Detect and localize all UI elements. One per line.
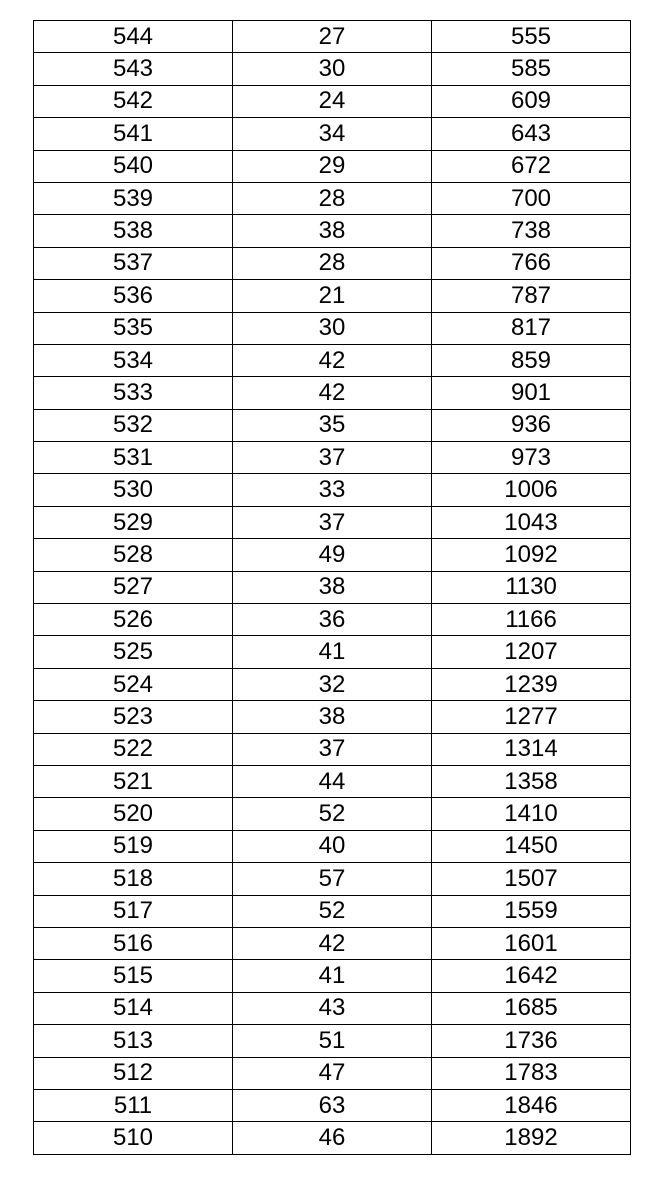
table-cell: 528 — [34, 539, 233, 571]
table-cell: 47 — [233, 1057, 432, 1089]
table-cell: 41 — [233, 960, 432, 992]
table-cell: 513 — [34, 1025, 233, 1057]
table-cell: 49 — [233, 539, 432, 571]
table-row — [34, 798, 631, 830]
table-row — [34, 701, 631, 733]
table-cell: 787 — [432, 280, 631, 312]
table-row — [34, 539, 631, 571]
table-cell: 38 — [233, 701, 432, 733]
table-cell: 555 — [432, 21, 631, 53]
table-cell: 33 — [233, 474, 432, 506]
table-cell: 538 — [34, 215, 233, 247]
table-cell: 973 — [432, 442, 631, 474]
table-cell: 532 — [34, 409, 233, 441]
table-cell: 531 — [34, 442, 233, 474]
table-cell: 1783 — [432, 1057, 631, 1089]
table-row — [34, 668, 631, 700]
table-row — [34, 409, 631, 441]
table-row — [34, 247, 631, 279]
table-cell: 35 — [233, 409, 432, 441]
table-cell: 38 — [233, 215, 432, 247]
table-row — [34, 1089, 631, 1121]
table-cell: 1043 — [432, 506, 631, 538]
table-cell: 57 — [233, 863, 432, 895]
table-cell: 585 — [432, 53, 631, 85]
table-row — [34, 53, 631, 85]
table-cell: 1277 — [432, 701, 631, 733]
table-cell: 30 — [233, 312, 432, 344]
table-cell: 539 — [34, 182, 233, 214]
table-cell: 1207 — [432, 636, 631, 668]
table-cell: 515 — [34, 960, 233, 992]
table-cell: 38 — [233, 571, 432, 603]
table-row — [34, 895, 631, 927]
table-cell: 525 — [34, 636, 233, 668]
table-cell: 1450 — [432, 830, 631, 862]
table-cell: 534 — [34, 344, 233, 376]
table-cell: 533 — [34, 377, 233, 409]
table-cell: 1736 — [432, 1025, 631, 1057]
table-cell: 1642 — [432, 960, 631, 992]
table-cell: 37 — [233, 733, 432, 765]
table-cell: 766 — [432, 247, 631, 279]
table-row — [34, 312, 631, 344]
table-body — [34, 21, 631, 1155]
table-cell: 514 — [34, 992, 233, 1024]
table-cell: 24 — [233, 85, 432, 117]
table-cell: 510 — [34, 1122, 233, 1154]
table-row — [34, 927, 631, 959]
table-cell: 1507 — [432, 863, 631, 895]
table-cell: 700 — [432, 182, 631, 214]
table-cell: 541 — [34, 118, 233, 150]
table-row — [34, 1057, 631, 1089]
table-cell: 51 — [233, 1025, 432, 1057]
table-cell: 527 — [34, 571, 233, 603]
table-cell: 36 — [233, 604, 432, 636]
table-cell: 44 — [233, 765, 432, 797]
table-row — [34, 636, 631, 668]
table-row — [34, 377, 631, 409]
table-row — [34, 571, 631, 603]
table-cell: 42 — [233, 927, 432, 959]
table-row — [34, 21, 631, 53]
table-cell: 1685 — [432, 992, 631, 1024]
table-cell: 1092 — [432, 539, 631, 571]
table-row — [34, 506, 631, 538]
table-cell: 1239 — [432, 668, 631, 700]
table-row — [34, 960, 631, 992]
table-cell: 738 — [432, 215, 631, 247]
table-cell: 536 — [34, 280, 233, 312]
table-cell: 537 — [34, 247, 233, 279]
table-cell: 28 — [233, 182, 432, 214]
table-cell: 40 — [233, 830, 432, 862]
table-cell: 520 — [34, 798, 233, 830]
table-row — [34, 1122, 631, 1154]
table-cell: 30 — [233, 53, 432, 85]
table-cell: 1130 — [432, 571, 631, 603]
table-row — [34, 765, 631, 797]
table-cell: 521 — [34, 765, 233, 797]
table-row — [34, 733, 631, 765]
table-cell: 42 — [233, 377, 432, 409]
table-cell: 672 — [432, 150, 631, 182]
table-cell: 643 — [432, 118, 631, 150]
table-cell: 42 — [233, 344, 432, 376]
table-cell: 1601 — [432, 927, 631, 959]
table-cell: 1314 — [432, 733, 631, 765]
table-cell: 512 — [34, 1057, 233, 1089]
table-cell: 859 — [432, 344, 631, 376]
table-cell: 535 — [34, 312, 233, 344]
table-cell: 544 — [34, 21, 233, 53]
table-cell: 43 — [233, 992, 432, 1024]
table-cell: 936 — [432, 409, 631, 441]
table-cell: 34 — [233, 118, 432, 150]
table-cell: 41 — [233, 636, 432, 668]
table-row — [34, 992, 631, 1024]
table-cell: 46 — [233, 1122, 432, 1154]
table-row — [34, 215, 631, 247]
table-cell: 1892 — [432, 1122, 631, 1154]
table-cell: 28 — [233, 247, 432, 279]
table-cell: 817 — [432, 312, 631, 344]
table-cell: 526 — [34, 604, 233, 636]
table-cell: 543 — [34, 53, 233, 85]
table-cell: 524 — [34, 668, 233, 700]
table-cell: 63 — [233, 1089, 432, 1121]
table-row — [34, 150, 631, 182]
data-table — [33, 20, 631, 1155]
table-cell: 516 — [34, 927, 233, 959]
table-row — [34, 442, 631, 474]
table-row — [34, 830, 631, 862]
table-cell: 530 — [34, 474, 233, 506]
table-cell: 523 — [34, 701, 233, 733]
table-row — [34, 182, 631, 214]
table-cell: 518 — [34, 863, 233, 895]
table-cell: 1358 — [432, 765, 631, 797]
table-row — [34, 85, 631, 117]
table-cell: 21 — [233, 280, 432, 312]
table-cell: 609 — [432, 85, 631, 117]
table-cell: 27 — [233, 21, 432, 53]
table-cell: 37 — [233, 506, 432, 538]
table-cell: 519 — [34, 830, 233, 862]
table-cell: 32 — [233, 668, 432, 700]
table-cell: 52 — [233, 798, 432, 830]
table-row — [34, 604, 631, 636]
table-cell: 52 — [233, 895, 432, 927]
table-cell: 37 — [233, 442, 432, 474]
table-cell: 542 — [34, 85, 233, 117]
table-row — [34, 474, 631, 506]
table-cell: 1006 — [432, 474, 631, 506]
table-row — [34, 344, 631, 376]
table-cell: 522 — [34, 733, 233, 765]
table-cell: 517 — [34, 895, 233, 927]
table-row — [34, 118, 631, 150]
table-cell: 29 — [233, 150, 432, 182]
table-cell: 1166 — [432, 604, 631, 636]
table-cell: 1559 — [432, 895, 631, 927]
table-cell: 1846 — [432, 1089, 631, 1121]
table-row — [34, 280, 631, 312]
table-row — [34, 1025, 631, 1057]
table-row — [34, 863, 631, 895]
table-cell: 529 — [34, 506, 233, 538]
table-cell: 1410 — [432, 798, 631, 830]
table-cell: 540 — [34, 150, 233, 182]
table-cell: 511 — [34, 1089, 233, 1121]
table-cell: 901 — [432, 377, 631, 409]
